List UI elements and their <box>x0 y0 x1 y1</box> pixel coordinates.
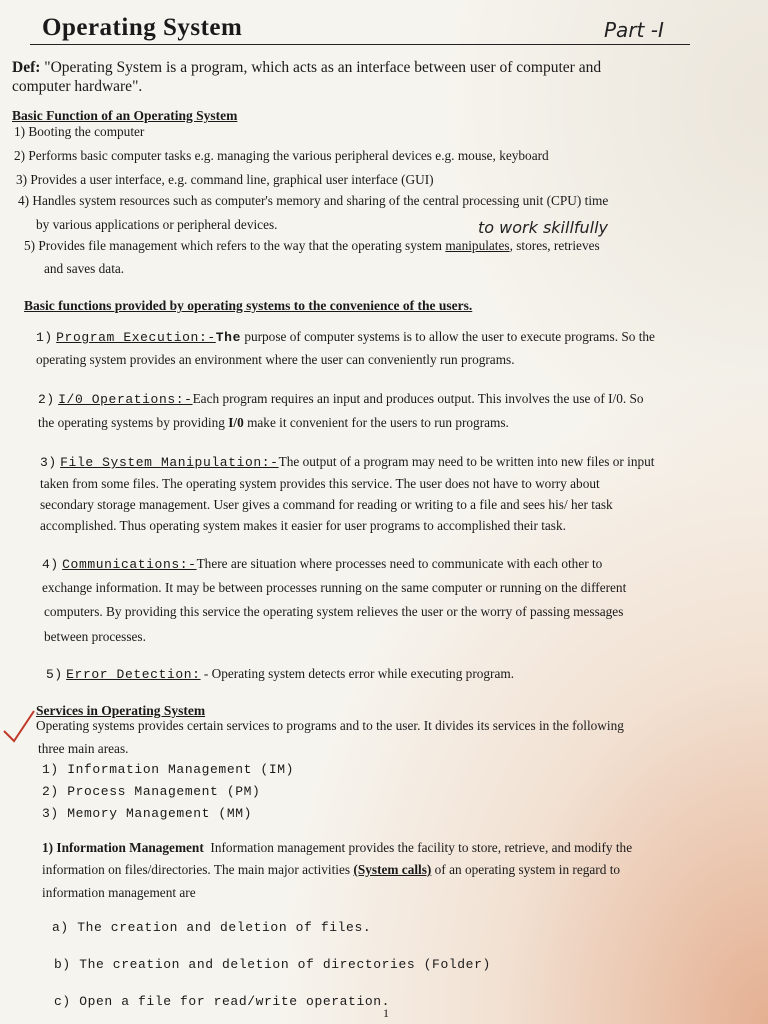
title-underline <box>30 44 690 45</box>
service-area: 2) Process Management (PM) <box>42 784 261 799</box>
basic-function-item: 5) Provides file management which refers to the way that the operating system manipulates, stores, retrieves <box>24 238 600 253</box>
part-label: Part -I <box>604 18 664 42</box>
function-4-line: between processes. <box>44 629 146 644</box>
information-management-line: information management are <box>42 885 196 900</box>
function-3-title: File System Manipulation:- <box>60 455 279 470</box>
handwritten-note: to work skillfully <box>478 218 609 237</box>
service-area: 1) Information Management (IM) <box>42 762 295 777</box>
function-5: 5) Error Detection: - Operating system detects error while executing program. <box>46 666 515 682</box>
function-1-line: operating system provides an environment where the user can conveniently run programs. <box>36 352 515 367</box>
basic-function-item: and saves data. <box>44 261 125 276</box>
basic-function-item: 2) Performs basic computer tasks e.g. managing the various peripheral devices e.g. mouse, keyboard <box>14 148 549 163</box>
activity-item: b) The creation and deletion of directories (Folder) <box>54 957 491 972</box>
basic-function-item: 3) Provides a user interface, e.g. command line, graphical user interface (GUI) <box>16 172 434 187</box>
services-text: Operating systems provides certain services to programs and to the user. It divides its services in the following <box>36 718 624 733</box>
definition-text-2: computer hardware". <box>12 78 143 95</box>
page-number: 1 <box>383 1006 389 1020</box>
services-text: three main areas. <box>38 741 129 756</box>
activity-item: a) The creation and deletion of files. <box>52 920 372 935</box>
definition-text: "Operating System is a program, which acts as an interface between user of computer and <box>44 59 602 76</box>
function-4-line: computers. By providing this service the operating system relieves the user or the worry of passing messages <box>44 604 624 619</box>
definition <box>12 58 712 96</box>
function-1: 1) Program Execution:-The purpose of computer systems is to allow the user to execute programs. So the <box>36 329 655 345</box>
function-3-line: secondary storage management. User gives a command for reading or writing to a file and sees his/ her task <box>40 497 613 512</box>
underlined-word: manipulates <box>445 238 510 253</box>
function-3-line: accomplished. Thus operating system makes it easier for user programs to accomplished their task. <box>40 518 566 533</box>
check-mark-icon <box>2 707 36 745</box>
definition-label: Def: <box>12 59 41 76</box>
function-1-title: Program Execution:- <box>56 330 216 345</box>
user-functions-heading: Basic functions provided by operating systems to the convenience of the users. <box>24 298 473 313</box>
function-2-title: I/0 Operations:- <box>58 392 193 407</box>
basic-function-item: 4) Handles system resources such as computer's memory and sharing of the central processing unit (CPU) time <box>18 193 609 208</box>
information-management: 1) Information Management Information management provides the facility to store, retrieve, and modify the <box>42 840 633 855</box>
system-calls: (System calls) <box>353 862 432 877</box>
function-3-line: taken from some files. The operating system provides this service. The user does not have to worry about <box>40 476 600 491</box>
function-2: 2) I/0 Operations:-Each program requires an input and produces output. This involves the use of I/0. So <box>38 391 644 407</box>
page-title: Operating System <box>42 14 243 41</box>
function-5-title: Error Detection: <box>66 667 201 682</box>
information-management-line: information on files/directories. The main major activities (System calls) of an operating system in regard to <box>42 862 621 877</box>
information-management-title: 1) Information Management <box>42 840 204 855</box>
function-4: 4) Communications:-There are situation where processes need to communicate with each other to <box>42 556 603 572</box>
function-2-line: the operating systems by providing I/0 make it convenient for the users to run programs. <box>38 415 509 430</box>
function-3: 3) File System Manipulation:-The output of a program may need to be written into new files or input <box>40 454 655 470</box>
function-4-title: Communications:- <box>62 557 197 572</box>
services-heading: Services in Operating System <box>36 703 206 718</box>
service-area: 3) Memory Management (MM) <box>42 806 253 821</box>
basic-functions-heading: Basic Function of an Operating System <box>12 108 238 123</box>
function-4-line: exchange information. It may be between processes running on the same computer or running on the different <box>42 580 627 595</box>
activity-item: c) Open a file for read/write operation. <box>54 994 391 1009</box>
basic-function-item: by various applications or peripheral devices. <box>36 217 278 232</box>
basic-function-item: 1) Booting the computer <box>14 124 145 139</box>
